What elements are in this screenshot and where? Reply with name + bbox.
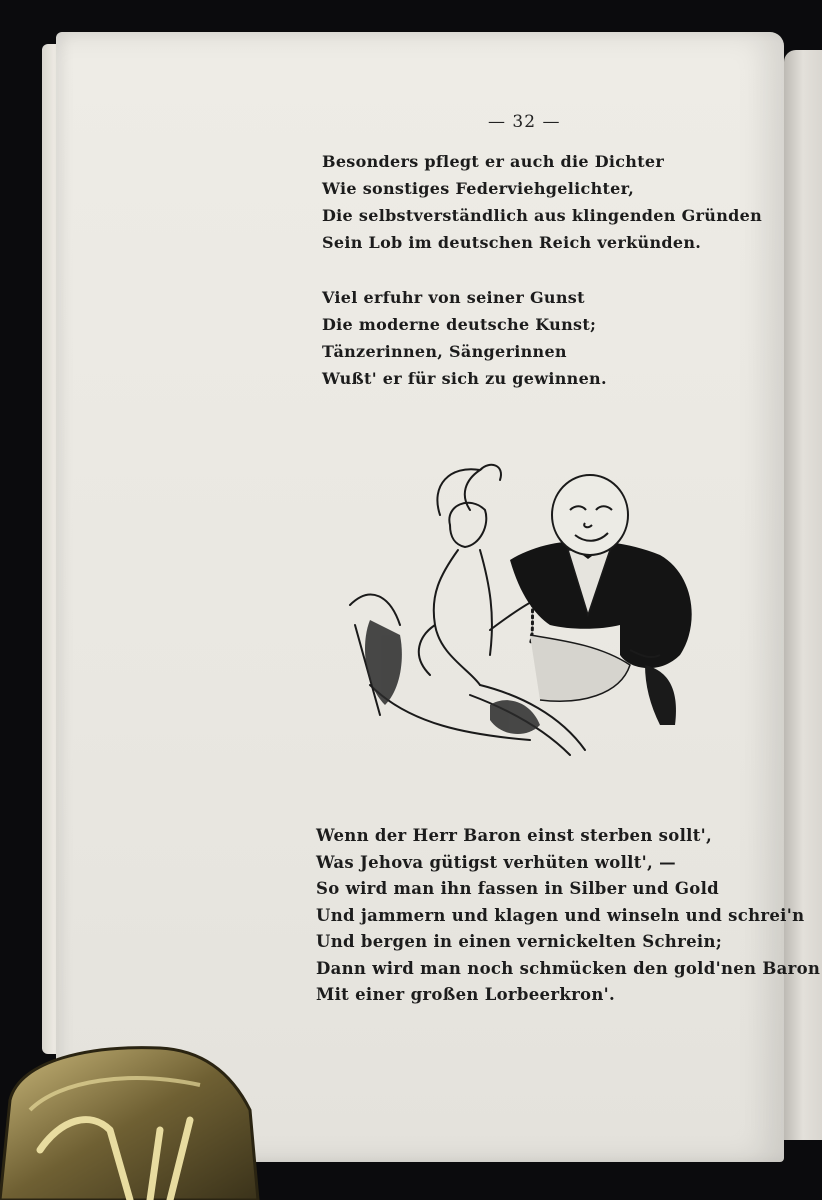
verse-line: Und bergen in einen vernickelten Schrein;	[316, 932, 723, 951]
verse-line: Wußt' er für sich zu gewinnen.	[322, 369, 607, 388]
verse-line: So wird man ihn fassen in Silber und Gold	[316, 879, 720, 898]
verse-line: Dann wird man noch schmücken den gold'nen Baron	[316, 958, 821, 978]
verse-line: Was Jehova gütigst verhüten wollt', —	[316, 852, 676, 872]
verse-line: Und jammern und klagen und winseln und schrei'n	[316, 905, 805, 925]
verse-line: Wie sonstiges Federviehgelichter,	[322, 179, 635, 198]
brass-page-weight-icon	[0, 1040, 260, 1200]
verse-line: Die selbstverständlich aus klingenden Gründen	[322, 206, 763, 225]
verse-line: Besonders pflegt er auch die Dichter	[322, 152, 665, 171]
verse-line: Sein Lob im deutschen Reich verkünden.	[322, 233, 702, 252]
verse-line: Mit einer großen Lorbeerkron'.	[316, 985, 616, 1004]
stanza-2	[322, 284, 607, 392]
stanza-1	[322, 148, 762, 256]
verse-line: Viel erfuhr von seiner Gunst	[322, 288, 585, 307]
page-number: — 32 —	[488, 112, 561, 132]
verse-line: Wenn der Herr Baron einst sterben sollt',	[316, 826, 713, 845]
dancer-and-baron-illustration	[330, 455, 710, 760]
verse-line: Tänzerinnen, Sängerinnen	[322, 342, 567, 361]
stanza-3	[316, 823, 820, 1009]
verse-line: Die moderne deutsche Kunst;	[322, 315, 597, 334]
